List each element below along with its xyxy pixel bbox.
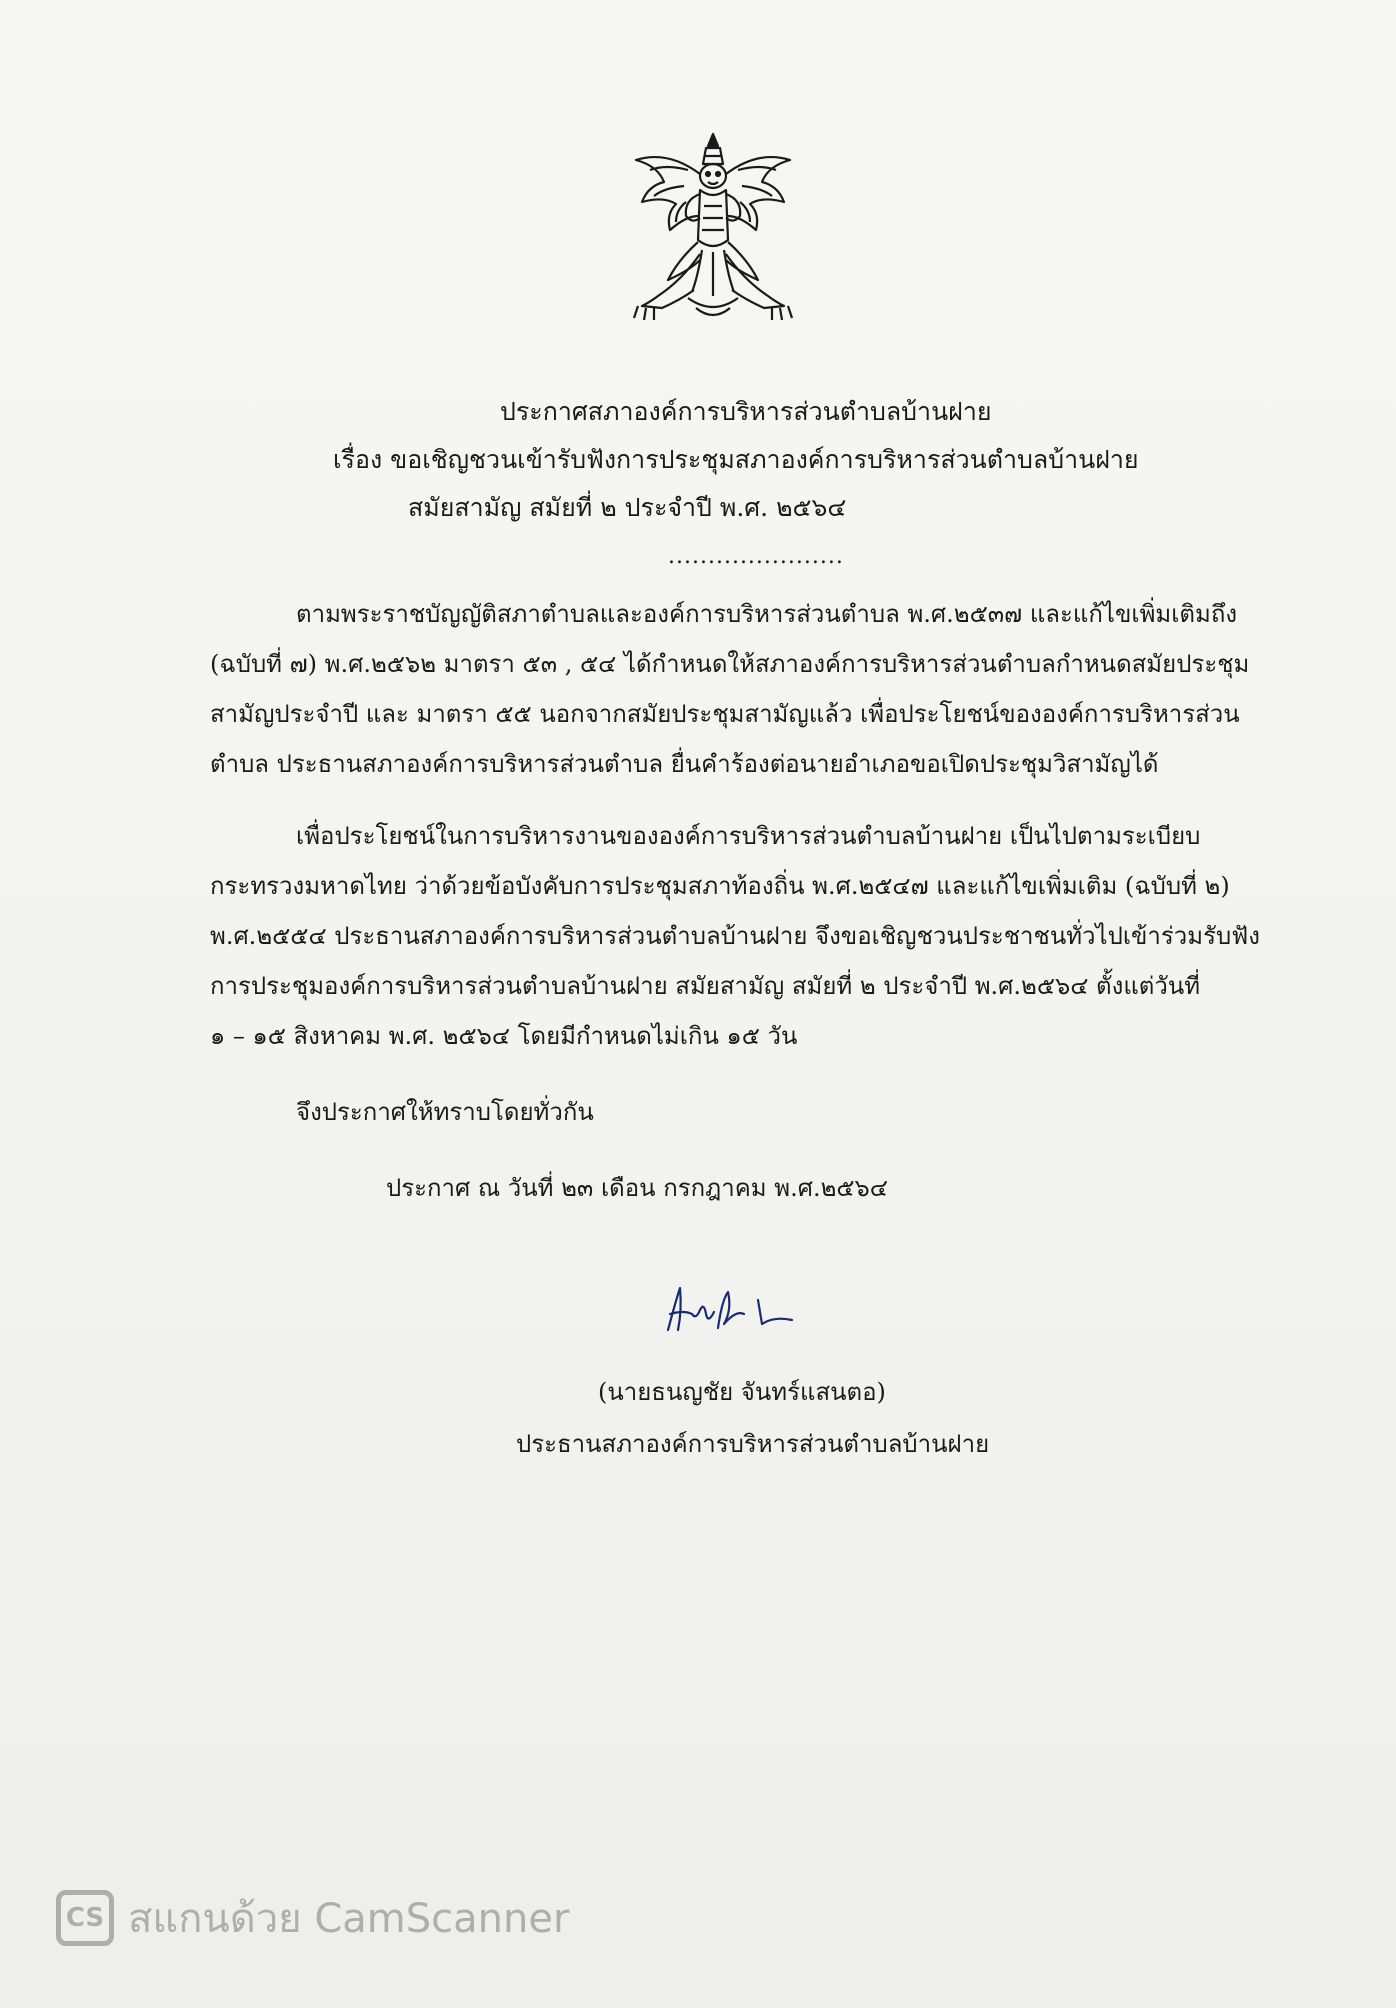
signer-name: (นายธนญชัย จันทร์แสนตอ): [598, 1378, 886, 1406]
announcement-title: ประกาศสภาองค์การบริหารส่วนตำบลบ้านฝาย: [500, 397, 992, 426]
handwritten-signature: [662, 1280, 802, 1340]
paragraph-1-line: ตามพระราชบัญญัติสภาตำบลและองค์การบริหารส่วนตำบล พ.ศ.๒๕๓๗ และแก้ไขเพิ่มเติมถึง: [296, 600, 1238, 628]
announcement-subject: เรื่อง ขอเชิญชวนเข้ารับฟังการประชุมสภาองค์การบริหารส่วนตำบลบ้านฝาย: [333, 445, 1139, 474]
paragraph-2-line: การประชุมองค์การบริหารส่วนตำบลบ้านฝาย สมัยสามัญ สมัยที่ ๒ ประจำปี พ.ศ.๒๕๖๔ ตั้งแต่วันที่: [210, 972, 1201, 1000]
separator-dots: ......................: [668, 544, 844, 569]
watermark-text: สแกนด้วย CamScanner: [128, 1896, 570, 1942]
paragraph-2-line: พ.ศ.๒๕๕๔ ประธานสภาองค์การบริหารส่วนตำบลบ้านฝาย จึงขอเชิญชวนประชาชนทั่วไปเข้าร่วมรับฟัง: [210, 922, 1260, 950]
paragraph-1-line: สามัญประจำปี และ มาตรา ๕๕ นอกจากสมัยประชุมสามัญแล้ว เพื่อประโยชน์ขององค์การบริหารส่วน: [210, 700, 1240, 728]
paragraph-2-line: เพื่อประโยชน์ในการบริหารงานขององค์การบริหารส่วนตำบลบ้านฝาย เป็นไปตามระเบียบ: [296, 822, 1201, 850]
camscanner-watermark: [56, 1886, 569, 1950]
garuda-emblem-icon: [628, 130, 798, 330]
announcement-date: ประกาศ ณ วันที่ ๒๓ เดือน กรกฎาคม พ.ศ.๒๕๖๔: [386, 1174, 888, 1202]
signer-title: ประธานสภาองค์การบริหารส่วนตำบลบ้านฝาย: [516, 1430, 990, 1458]
announcement-session: สมัยสามัญ สมัยที่ ๒ ประจำปี พ.ศ. ๒๕๖๔: [408, 493, 847, 522]
paragraph-1-line: ตำบล ประธานสภาองค์การบริหารส่วนตำบล ยื่นคำร้องต่อนายอำเภอขอเปิดประชุมวิสามัญได้: [210, 750, 1159, 778]
paragraph-2-line: กระทรวงมหาดไทย ว่าด้วยข้อบังคับการประชุมสภาท้องถิ่น พ.ศ.๒๕๔๗ และแก้ไขเพิ่มเติม (ฉบับที่ ๒): [210, 872, 1230, 900]
paragraph-2-line: ๑ – ๑๕ สิงหาคม พ.ศ. ๒๕๖๔ โดยมีกำหนดไม่เกิน ๑๕ วัน: [210, 1022, 798, 1050]
camscanner-logo-icon: CS: [56, 1890, 114, 1946]
closing-statement: จึงประกาศให้ทราบโดยทั่วกัน: [296, 1098, 594, 1126]
paragraph-1-line: (ฉบับที่ ๗) พ.ศ.๒๕๖๒ มาตรา ๕๓ , ๕๔ ได้กำหนดให้สภาองค์การบริหารส่วนตำบลกำหนดสมัยประชุม: [210, 650, 1250, 678]
